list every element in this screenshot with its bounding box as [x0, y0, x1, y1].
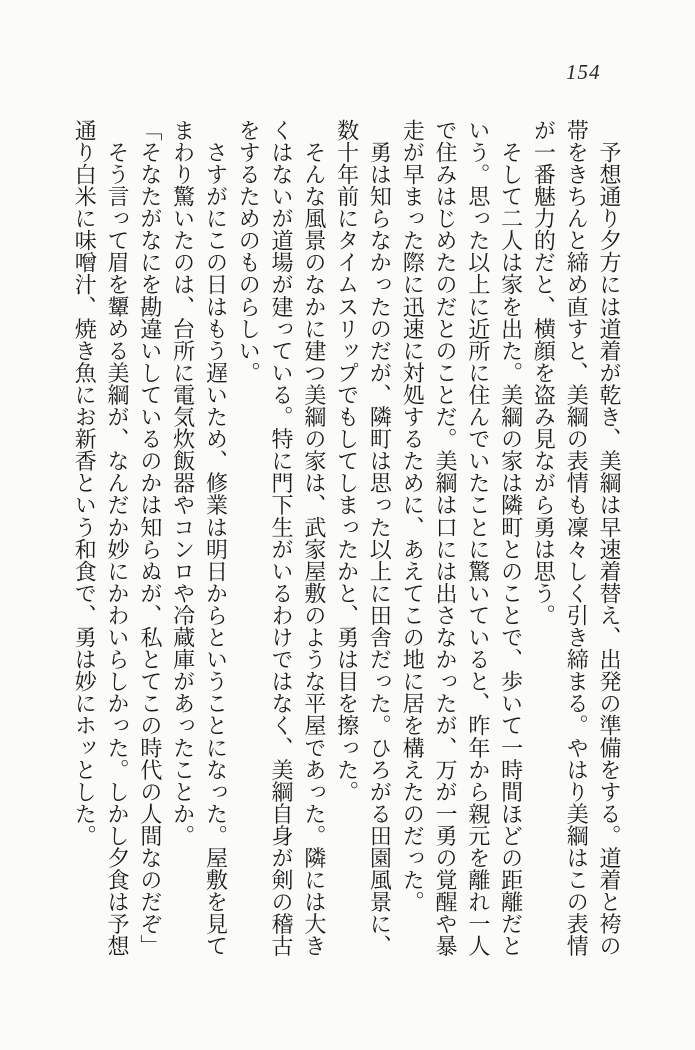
text-column: いう。思った以上に近所に住んでいたことに驚いていると、昨年から親元を離れ一人 [464, 119, 490, 957]
text-column: さすがにこの日はもう遅いため、修業は明日からということになった。屋敷を見て [202, 119, 228, 957]
text-column: をするためのものらしい。 [235, 119, 261, 384]
text-column: 予想通り夕方には道着が乾き、美綱は早速着替え、出発の準備をする。道着と袴の [596, 119, 621, 957]
text-column: 走が早まった際に迅速に対処するために、あえてこの地に居を構えたのだった。 [399, 119, 425, 913]
text-column: そんな風景のなかに建つ美綱の家は、武家屋敷のような平屋であった。隣には大き [300, 119, 326, 957]
text-column: 帯をきちんと締め直すと、美綱の表情も凜々しく引き締まる。やはり美綱はこの表情 [563, 119, 589, 957]
text-column: そう言って眉を顰める美綱が、なんだか妙にかわいらしかった。しかし夕食は予想 [104, 119, 130, 957]
text-column: 勇は知らなかったのだが、隣町は思った以上に田舎だった。ひろがる田園風景に、 [366, 119, 392, 957]
page-number: 154 [566, 60, 601, 84]
text-column: 「そなたがなにを勘違いしているのかは知らぬが、私とてこの時代の人間なのだぞ」 [136, 119, 162, 957]
text-column: で住みはじめたのだとのことだ。美綱は口には出さなかったが、万が一勇の覚醒や暴 [432, 119, 458, 957]
text-column: が一番魅力的だと、横顔を盗み見ながら勇は思う。 [530, 119, 556, 627]
vertical-text-block [66, 119, 624, 959]
text-column: くはないが道場が建っている。特に門下生がいるわけではなく、美綱自身が剣の稽古 [268, 119, 294, 957]
text-column: そして二人は家を出た。美綱の家は隣町とのことで、歩いて一時間ほどの距離だと [497, 119, 523, 957]
text-column: 数十年前にタイムスリップでもしてしまったかと、勇は目を擦った。 [333, 119, 359, 803]
text-column: 通り白米に味噌汁、焼き魚にお新香という和食で、勇は妙にホッとした。 [71, 119, 97, 847]
text-column: まわり驚いたのは、台所に電気炊飯器やコンロや冷蔵庫があったことか。 [169, 119, 195, 847]
